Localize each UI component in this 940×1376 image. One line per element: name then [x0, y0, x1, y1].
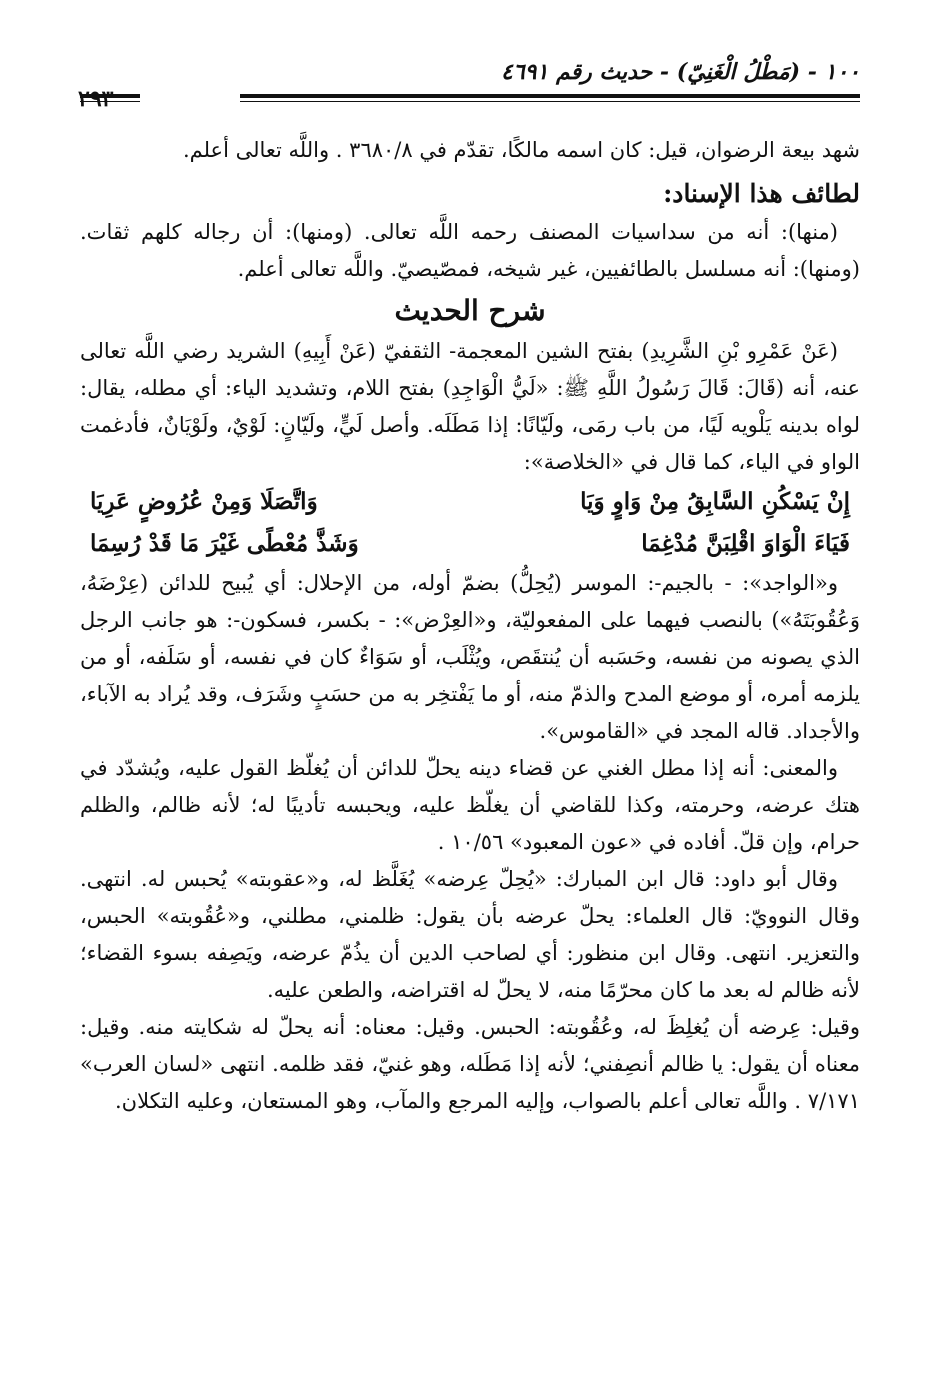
header-rule-right	[240, 94, 860, 98]
paragraph-2: (منها): أنه من سداسيات المصنف رحمه اللَّه تعالى. (ومنها): أن رجاله كلهم ثقات. (ومنها): أنه مسلسل بالطائفيين، غير شيخه، فمصّيصيّ. واللَّه تعالى أعلم.	[80, 220, 860, 281]
page-body	[80, 132, 860, 1120]
section-heading-isnad: لطائف هذا الإسناد:	[663, 179, 860, 208]
verse-1-second-hemistich: وَاتَّصَلَا وَمِنْ عُرُوضٍ عَرِيَا	[90, 488, 318, 515]
verse-1-first-hemistich: إِنْ يَسْكُنِ السَّابِقُ مِنْ وَاوٍ وَيَا	[580, 488, 850, 515]
poetry-verse-2	[80, 523, 860, 565]
paragraph-1: شهد بيعة الرضوان، قيل: كان اسمه مالكًا، تقدّم في ٣٦٨٠/٨ . واللَّه تعالى أعلم.	[182, 138, 860, 162]
paragraph-7: وقيل: عِرضه أن يُغلِظَ له، وعُقُوبته: الحبس. وقيل: معناه: أنه يحلّ له شكايته منه. وقيل: معناه أن يقول: يا ظالم أنصِفني؛ لأنه إذا مَطَله، وهو غنيّ، فقد ظلمه. انتهى «لسان العرب» ٧/١٧١ . واللَّه تعالى أعلم بالصواب، وإليه المرجع والمآب، وهو المستعان، وعليه التكلان.	[80, 1015, 860, 1113]
paragraph-3: (عَنْ عَمْرِو بْنِ الشَّرِيدِ) بفتح الشين المعجمة- الثقفيّ (عَنْ أَبِيهِ) الشريد رضي اللَّه تعالى عنه، أنه (قَالَ: قَالَ رَسُولُ اللَّهِ ﷺ: «لَيُّ الْوَاجِدِ) بفتح اللام، وتشديد الياء: أي مطله، يقال: لواه بدينه يَلْويه لَيًا، من باب رمَى، ولَيّانًا: إذا مَطَلَه. وأصل لَيٍّ، ولَيّانٍ: لَوْيٌ، ولَوْيَانٌ، فأدغمت الواو في الياء، كما قال في «الخلاصة»:	[80, 339, 861, 474]
page-number: ٢٩٣	[78, 86, 114, 112]
poetry-verse-1	[80, 481, 860, 523]
paragraph-6: وقال أبو داود: قال ابن المبارك: «يُحِلّ عِرضه» يُغَلَّظ له، و«عقوبته» يُحبس له. انتهى. وقال النوويّ: قال العلماء: يحلّ عرضه بأن يقول: ظلمني، مطلني، و«عُقُوبته» الحبس، والتعزير. انتهى. وقال ابن منظور: أي لصاحب الدين أن يذُمّ عرضه، ويَصِفه بسوء القضاء؛ لأنه ظالم له بعد ما كان محرّمًا منه، لا يحلّ له اقتراضه، والطعن عليه.	[80, 867, 860, 1002]
section-heading-sharh: شرح الحديث	[394, 294, 546, 327]
paragraph-4: و«الواجد»: - بالجيم-: الموسر (يُحِلُّ) بضمّ أوله، من الإحلال: أي يُبيح للدائن (عِرْضَهُ، وَعُقُوبَتَهُ») بالنصب فيهما على المفعوليّة، و«العِرْض»: - بكسر، فسكون-: هو جانب الرجل الذي يصونه من نفسه، وحَسَبه أن يُنتقَص، ويُثْلَب، أو سَوَاءٌ كان في نفسه، أو سَلَفه، أو من يلزمه أمره، أو موضع المدح والذمّ منه، أو ما يَفْتخِر به من حسَبٍ وشَرَف، وقد يُراد به الآباء، والأجداد. قاله المجد في «القاموس».	[80, 571, 860, 743]
paragraph-5: والمعنى: أنه إذا مطل الغني عن قضاء دينه يحلّ للدائن أن يُغلّظ القول عليه، ويُشدّد في هتك عرضه، وحرمته، وكذا للقاضي أن يغلّظ عليه، ويحبسه تأديبًا له؛ لأنه ظالم، والظلم حرام، وإن قلّ. أفاده في «عون المعبود» ١٠/٥٦ .	[80, 756, 860, 854]
header-title: ١٠٠ - (مَطْلُ الْغَنِيّ) - حديث رقم ٤٦٩١	[501, 59, 860, 85]
verse-2-first-hemistich: فَيَاءَ الْوَاوَ اقْلِبَنَّ مُدْغِمَا	[641, 530, 850, 557]
verse-2-second-hemistich: وَشَذَّ مُعْطًى غَيْرَ مَا قَدْ رُسِمَا	[90, 530, 359, 557]
